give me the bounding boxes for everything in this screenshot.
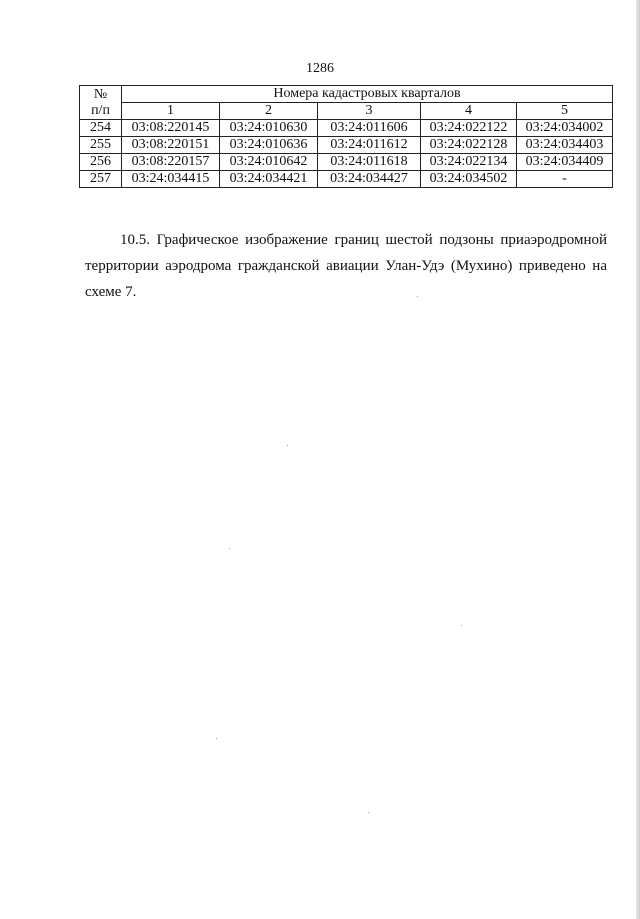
scan-speck <box>216 738 217 739</box>
table-cell: 03:24:010642 <box>220 154 318 171</box>
column-group-header: Номера кадастровых кварталов <box>122 86 613 103</box>
page-number: 1286 <box>306 61 334 76</box>
table-cell: 03:24:034409 <box>517 154 613 171</box>
table-row <box>80 171 613 188</box>
table-cell: 03:24:011612 <box>318 137 421 154</box>
table-cell: 03:24:011618 <box>318 154 421 171</box>
subheader-4: 4 <box>421 103 517 120</box>
scan-edge <box>636 0 640 919</box>
column-header-number <box>80 86 122 120</box>
row-number: 256 <box>80 154 122 171</box>
table-cell: 03:08:220157 <box>122 154 220 171</box>
table-row <box>80 137 613 154</box>
table-cell: 03:24:034002 <box>517 120 613 137</box>
table-row <box>80 120 613 137</box>
table-row <box>80 154 613 171</box>
subheader-3: 3 <box>318 103 421 120</box>
table-cell: 03:24:022134 <box>421 154 517 171</box>
column-header-number-label: № п/п <box>91 86 110 118</box>
table-cell: - <box>517 171 613 188</box>
subheader-5: 5 <box>517 103 613 120</box>
subheader-1: 1 <box>122 103 220 120</box>
scan-speck <box>461 625 462 626</box>
row-number: 257 <box>80 171 122 188</box>
table-cell: 03:24:011606 <box>318 120 421 137</box>
row-number: 254 <box>80 120 122 137</box>
subheader-2: 2 <box>220 103 318 120</box>
table-cell: 03:24:034421 <box>220 171 318 188</box>
table-cell: 03:24:034415 <box>122 171 220 188</box>
table-cell: 03:24:010636 <box>220 137 318 154</box>
body-paragraph: 10.5. Графическое изображение границ шестой подзоны приаэродромной территории аэродрома гражданской авиации Улан-Удэ (Мухино) приведено на схеме 7. <box>85 232 607 300</box>
table-cell: 03:24:010630 <box>220 120 318 137</box>
cadastral-quarters-table <box>79 85 613 188</box>
table-cell: 03:24:034427 <box>318 171 421 188</box>
table-cell: 03:08:220151 <box>122 137 220 154</box>
scan-speck <box>287 445 288 446</box>
table-cell: 03:24:034403 <box>517 137 613 154</box>
row-number: 255 <box>80 137 122 154</box>
scan-speck <box>229 548 230 549</box>
table-cell: 03:24:022122 <box>421 120 517 137</box>
table-cell: 03:24:022128 <box>421 137 517 154</box>
scan-speck <box>368 812 369 813</box>
table-cell: 03:08:220145 <box>122 120 220 137</box>
table-cell: 03:24:034502 <box>421 171 517 188</box>
scan-speck <box>417 296 418 297</box>
